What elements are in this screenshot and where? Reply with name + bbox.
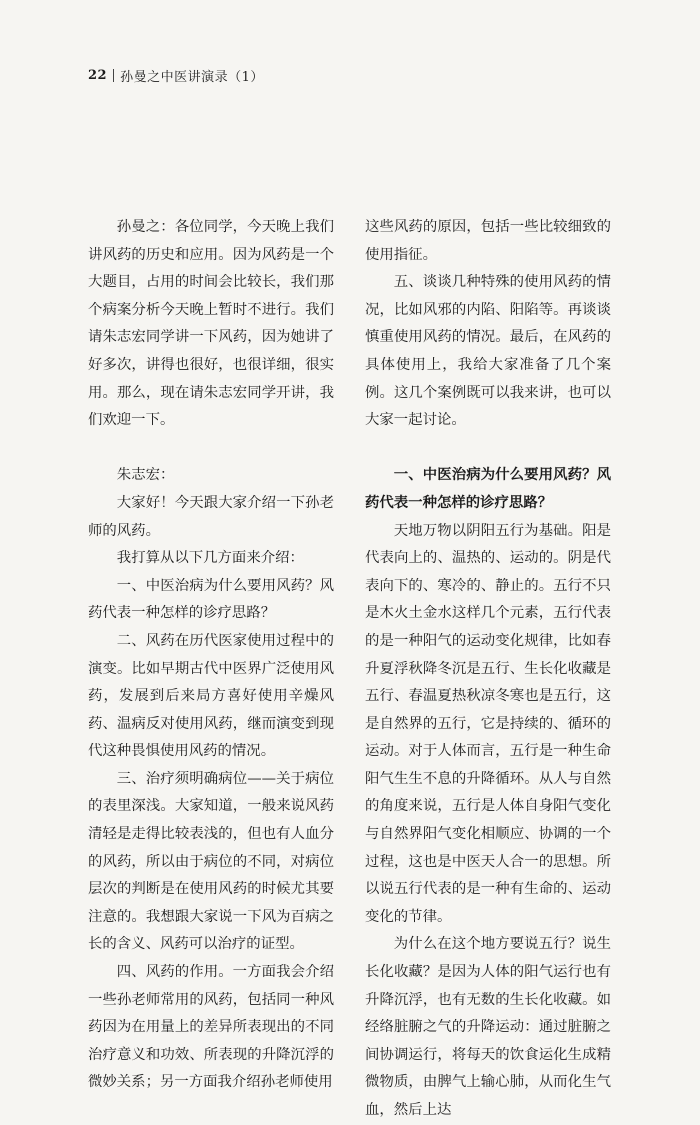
- left-column: [88, 214, 334, 1097]
- speaker-label: 朱志宏：: [116, 467, 175, 484]
- paragraph: 二、风药在历代医家使用过程中的演变。比如早期古代中医界广泛使用风药，发展到后来局方喜好使用辛燥风药、温病反对使用风药，继而演变到现代这种畏惧使用风药的情况。: [88, 632, 334, 760]
- section-heading: 一、中医治病为什么要用风药？风药代表一种怎样的诊疗思路？: [365, 467, 611, 511]
- book-title: 孙曼之中医讲演录（1）: [120, 70, 264, 85]
- paragraph: 为什么在这个地方要说五行？说生长化收藏？是因为人体的阳气运行也有升降沉浮，也有无数的生长化收藏。如经络脏腑之气的升降运动：通过脏腑之间协调运行，将每天的饮食运化生成精微物质，由脾气上输心肺，从而化生气血，然后上达: [365, 936, 611, 1118]
- paragraph: 天地万物以阴阳五行为基础。阳是代表向上的、温热的、运动的。阴是代表向下的、寒冷的、静止的。五行不只是木火土金水这样几个元素，五行代表的是一种阳气的运动变化规律，比如春升夏浮秋降冬沉是五行、生长化收藏是五行、春温夏热秋凉冬寒也是五行，这是自然界的五行，它是持续的、循环的运动。对于人体而言，五行是一种生命阳气生生不息的升降循环。从人与自然的角度来说，五行是人体自身阳气变化与自然界阳气变化相顺应、协调的一个过程，这也是中医天人合一的思想。所以说五行代表的是一种有生命的、运动变化的节律。: [365, 522, 611, 925]
- page-number: 22: [88, 68, 108, 83]
- intro-paragraph: 孙曼之：各位同学，今天晚上我们讲风药的历史和应用。因为风药是一个大题目，占用的时间会比较长，我们那个病案分析今天晚上暂时不进行。我们请朱志宏同学讲一下风药，因为她讲了好多次，讲得也很好，也很详细，很实用。那么，现在请朱志宏同学开讲，我们欢迎一下。: [88, 219, 334, 429]
- paragraph: 一、中医治病为什么要用风药？风药代表一种怎样的诊疗思路？: [88, 577, 334, 622]
- running-header: [88, 66, 264, 85]
- paragraph: 五、谈谈几种特殊的使用风药的情况，比如风邪的内陷、阳陷等。再谈谈慎重使用风药的情况。最后，在风药的具体使用上，我给大家准备了几个案例。这几个案例既可以我来讲，也可以大家一起讨论。: [365, 274, 611, 429]
- right-column: [365, 214, 611, 1125]
- paragraph: 我打算从以下几方面来介绍：: [116, 550, 304, 567]
- header-divider: [113, 69, 114, 82]
- paragraph: 四、风药的作用。一方面我会介绍一些孙老师常用的风药，包括同一种风药因为在用量上的差异所表现出的不同治疗意义和功效、所表现的升降沉浮的微妙关系；另一方面我介绍孙老师使用: [88, 964, 334, 1091]
- paragraph: 三、治疗须明确病位——关于病位的表里深浅。大家知道，一般来说风药清轻是走得比较表浅的，但也有人血分的风药，所以由于病位的不同，对病位层次的判断是在使用风药的时候尤其要注意的。我想跟大家说一下风为百病之长的含义、风药可以治疗的证型。: [88, 770, 334, 953]
- paragraph: 大家好！今天跟大家介绍一下孙老师的风药。: [88, 494, 334, 539]
- paragraph: 这些风药的原因，包括一些比较细致的使用指征。: [365, 219, 611, 263]
